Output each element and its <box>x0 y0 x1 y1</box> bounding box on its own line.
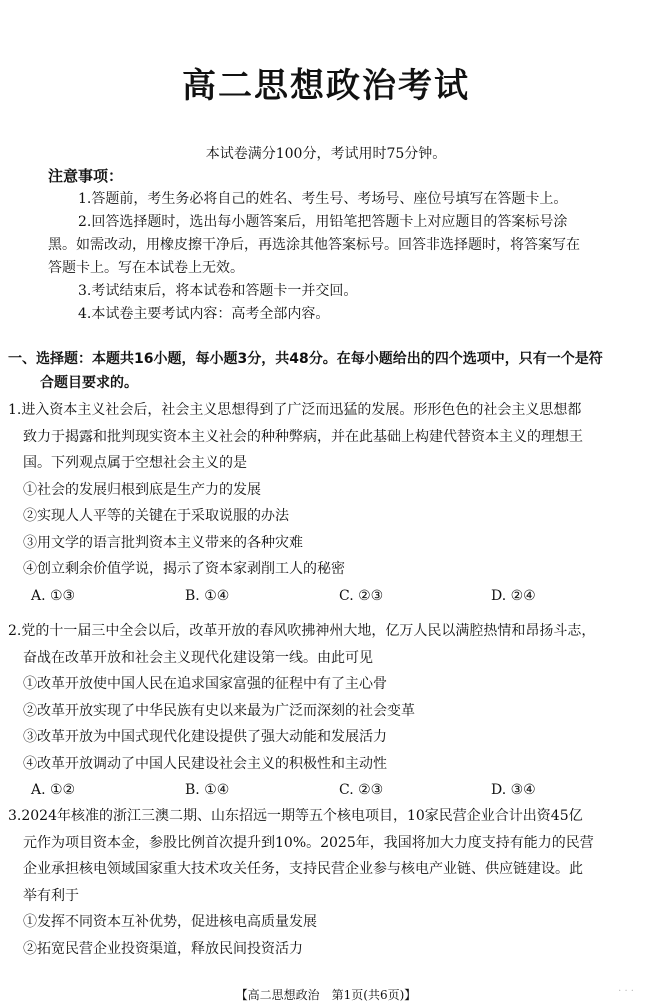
page-footer: 【高二思想政治 第1页(共6页)】 <box>235 988 417 1002</box>
statement-item: ①改革开放使中国人民在追求国家富强的征程中有了主心骨 <box>23 676 387 692</box>
question-stem-line: 致力于揭露和批判现实资本主义社会的种种弊病，并在此基础上构建代替资本主义的理想王 <box>23 428 583 445</box>
question-3 <box>8 803 648 962</box>
question-stem-line: 奋战在改革开放和社会主义现代化建设第一线。由此可见 <box>23 649 373 666</box>
statement-item: ④创立剩余价值学说，揭示了资本家剥削工人的秘密 <box>23 561 345 577</box>
statement-item: ④改革开放调动了中国人民建设社会主义的积极性和主动性 <box>23 755 387 772</box>
notice-line: 1.答题前，考生务必将自己的姓名、考生号、考场号、座位号填写在答题卡上。 <box>78 191 568 207</box>
answer-choices <box>8 583 648 610</box>
notice-heading: 注意事项： <box>48 167 124 185</box>
choice-a: A. ①② <box>31 782 76 798</box>
notice-line: 黑。如需改动，用橡皮擦干净后，再选涂其他答案标号。回答非选择题时，将答案写在 <box>48 237 580 253</box>
notice-line: 答题卡上。写在本试卷上无效。 <box>48 260 244 276</box>
question-stem-line: 3.2024年核准的浙江三澳二期、山东招远一期等五个核电项目，10家民营企业合计出资45亿 <box>8 808 583 824</box>
choice-b: B. ①④ <box>185 587 230 604</box>
choice-c: C. ②③ <box>339 587 384 604</box>
notice-line: 3.考试结束后，将本试卷和答题卡一并交回。 <box>78 283 358 299</box>
statement-item: ②拓宽民营企业投资渠道，释放民间投资活力 <box>23 940 303 957</box>
section-line: 合题目要求的。 <box>40 375 138 391</box>
section-heading <box>8 347 648 395</box>
answer-choices <box>8 777 648 804</box>
exam-meta: 本试卷满分100分，考试用时75分钟。 <box>205 146 447 162</box>
statement-item: ①社会的发展归根到底是生产力的发展 <box>23 481 261 498</box>
question-2 <box>8 618 648 804</box>
statement-item: ③用文学的语言批判资本主义带来的各种灾难 <box>23 534 303 551</box>
question-stem-line: 1.进入资本主义社会后，社会主义思想得到了广泛而迅猛的发展。形形色色的社会主义思想都 <box>8 402 582 418</box>
question-stem-line: 2.党的十一届三中全会以后，改革开放的春风吹拂神州大地，亿万人民以满腔热情和昂扬斗志， <box>8 623 596 639</box>
choice-b: B. ①④ <box>185 782 230 798</box>
section-line: 一、选择题：本题共16小题，每小题3分，共48分。在每小题给出的四个选项中，只有一个是符 <box>8 351 603 367</box>
choice-d: D. ②④ <box>491 587 536 604</box>
question-stem-line: 元作为项目资本金，参股比例首次提升到10%。2025年，我国将加大力度支持有能力的民营 <box>23 834 594 851</box>
statement-item: ②改革开放实现了中华民族有史以来最为广泛而深刻的社会变革 <box>23 702 415 719</box>
notice-block <box>48 188 618 326</box>
notice-line: 4.本试卷主要考试内容：高考全部内容。 <box>78 306 330 322</box>
notice-line: 2.回答选择题时，选出每小题答案后，用铅笔把答题卡上对应题目的答案标号涂 <box>78 214 568 230</box>
statement-item: ①发挥不同资本互补优势，促进核电高质量发展 <box>23 914 317 930</box>
statement-item: ②实现人人平等的关键在于采取说服的办法 <box>23 508 289 524</box>
statement-item: ③改革开放为中国式现代化建设提供了强大动能和发展活力 <box>23 729 387 745</box>
question-stem-line: 举有利于 <box>23 887 79 904</box>
question-stem-line: 企业承担核电领域国家重大技术攻关任务，支持民营企业参与核电产业链、供应链建设。此 <box>23 861 583 877</box>
page-title: 高二思想政治考试 <box>182 66 470 106</box>
question-1 <box>8 397 648 609</box>
footer-mark: · · · <box>618 986 634 997</box>
choice-d: D. ③④ <box>491 782 536 798</box>
choice-a: A. ①③ <box>31 587 76 604</box>
question-stem-line: 国。下列观点属于空想社会主义的是 <box>23 455 247 471</box>
choice-c: C. ②③ <box>339 782 384 798</box>
